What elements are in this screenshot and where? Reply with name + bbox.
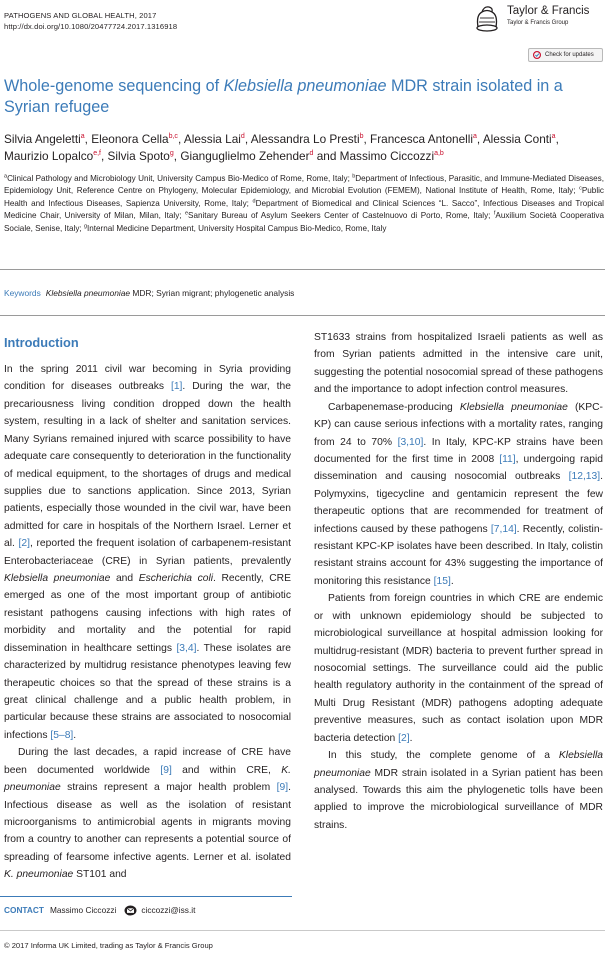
affiliation-marker: b bbox=[352, 173, 356, 180]
text-run: MDR strain isolated in a Syrian patient has been analysed. Towards this aim the phylogenetic tolls have been applied to improve the microbiological surveillance of MDR strains. bbox=[314, 767, 603, 831]
affiliation-marker[interactable]: d bbox=[240, 133, 245, 141]
affiliation-text: Sanitary Bureau of Asylum Seekers Center of Castelnuovo di Porto, Rome, Italy; bbox=[188, 211, 494, 221]
affiliation-marker[interactable]: g bbox=[169, 149, 174, 157]
affiliation-marker[interactable]: d bbox=[309, 149, 314, 157]
text-run: In this study, the complete genome of a bbox=[328, 750, 559, 762]
check-updates-label: Check for updates bbox=[545, 52, 594, 58]
title-species: Klebsiella pneumoniae bbox=[223, 77, 387, 95]
text-run: . Recently, CRE emerged as one of the most important group of antibiotic resistant pathogens causing infections with high rates of morbidity and mortality and the potential for rapid dissemination in healthcare settings bbox=[4, 573, 291, 654]
author-name[interactable]: Maurizio Lopalco bbox=[4, 148, 94, 163]
citation-link[interactable]: [12,13] bbox=[568, 471, 601, 483]
text-run: , undergoing rapid dissemination and causing nosocomial outbreaks bbox=[314, 453, 603, 483]
species-name: Klebsiella pneumoniae bbox=[459, 401, 568, 413]
article-title bbox=[4, 76, 599, 118]
author-name[interactable]: Silvia Spoto bbox=[107, 148, 170, 163]
check-for-updates-button[interactable] bbox=[528, 48, 603, 62]
affiliations bbox=[4, 173, 604, 235]
affiliation-marker: e bbox=[184, 210, 189, 217]
text-run: (KPC-KP) can cause serious infections with a mortality rates, ranging from 24 to 70% bbox=[314, 401, 603, 448]
copyright: © 2017 Informa UK Limited, trading as Taylor & Francis Group bbox=[4, 941, 213, 950]
body-right-column bbox=[314, 329, 603, 834]
divider bbox=[0, 930, 605, 931]
paragraph bbox=[314, 590, 603, 747]
species-name: Klebsiella pneumoniae bbox=[4, 573, 111, 585]
contact-label: CONTACT bbox=[4, 905, 44, 915]
paragraph bbox=[314, 399, 603, 591]
text-run: ST1633 strains from hospitalized Israeli patients as well as from Syrian patients admitted in the intensive care unit, suggesting the potential nosocomial spread of these pathogens and the importance to adopt infection control measures. bbox=[314, 332, 603, 396]
affiliation-marker[interactable]: b bbox=[359, 133, 364, 141]
paragraph bbox=[4, 744, 291, 883]
section-heading: Introduction bbox=[4, 335, 79, 350]
taylor-francis-urn-icon bbox=[470, 3, 504, 33]
keywords-list: MDR; Syrian migrant; phylogenetic analysis bbox=[130, 288, 295, 298]
contact-email[interactable]: ciccozzi@iss.it bbox=[141, 905, 196, 915]
citation-link[interactable]: [3,10] bbox=[397, 436, 424, 448]
check-updates-icon bbox=[533, 51, 541, 59]
title-text-end: MDR strain isolated in a Syrian refugee bbox=[4, 77, 563, 116]
affiliation-marker[interactable]: a bbox=[473, 133, 477, 141]
journal-name: PATHOGENS AND GLOBAL HEALTH, 2017 bbox=[4, 11, 157, 20]
text-run: and within CRE, bbox=[171, 764, 282, 776]
author-name[interactable]: Francesca Antonelli bbox=[370, 132, 473, 146]
affiliation-text: Department of Biomedical and Clinical Sciences “L. Sacco”, Infectious Diseases and Tropical Medicine Chair, University of Milan, Milan, Italy; bbox=[4, 198, 604, 221]
affiliation-text: Department of Infectious, Parasitic, and Immune-Mediated Diseases, Epidemiology Unit, Reference Centre on Phylogeny, Molecular Epidemiology, and Microbial Evolution (FEMEM), National Institute of Health, Rome, Italy; bbox=[4, 174, 604, 196]
affiliation-text: Internal Medicine Department, University Hospital Campus Bio-Medico, Rome, Italy bbox=[87, 223, 387, 233]
author-name[interactable]: Eleonora Cella bbox=[91, 132, 169, 146]
text-run: Patients from foreign countries in which CRE are endemic or with unknown epidemiology should be subjected to microbiological surveillance at hospital admission looking for multidrug-resistant (MDR) bacteria to prevent further spread in nosocomial settings. The surveillance could aid the public health regulatory authority in the containment of the spread of Multi Drug Resistant (MDR) pathogens adopting adequate preventive measures, such as contact isolation upon MDR bacteria detection bbox=[314, 593, 603, 744]
citation-link[interactable]: [7,14] bbox=[490, 523, 517, 535]
contact-name: Massimo Ciccozzi bbox=[49, 905, 117, 915]
affiliation-marker: g bbox=[83, 222, 87, 229]
citation-link[interactable]: [11] bbox=[499, 453, 516, 465]
affiliation-text: Auxilium Società Cooperativa Sociale, Senise, Italy; bbox=[4, 211, 604, 233]
citation-link[interactable]: [9] bbox=[276, 782, 289, 794]
author-name[interactable]: Gianguglielmo Zehender bbox=[180, 148, 310, 163]
contact-info bbox=[4, 904, 195, 916]
affiliation-marker: c bbox=[579, 185, 582, 192]
text-run: . bbox=[450, 575, 454, 587]
author-name[interactable]: Alessandra Lo Presti bbox=[250, 132, 360, 146]
species-name: K. pneumoniae bbox=[4, 869, 74, 881]
keywords-label: Keywords bbox=[4, 288, 41, 298]
keywords bbox=[4, 287, 294, 299]
divider bbox=[0, 269, 605, 270]
paragraph bbox=[4, 361, 291, 744]
affiliation-marker: a bbox=[4, 173, 8, 180]
affiliation-marker[interactable]: e,f bbox=[93, 149, 101, 157]
affiliation-marker[interactable]: a bbox=[80, 133, 85, 141]
citation-link[interactable]: [1] bbox=[170, 381, 183, 393]
author-name[interactable]: Silvia Angeletti bbox=[4, 132, 81, 146]
text-run: . In Italy, KPC-KP strains have been documented for the first time in 2008 bbox=[314, 436, 604, 465]
paragraph bbox=[314, 747, 603, 834]
species-name: K. pneumoniae bbox=[4, 764, 291, 794]
species-name: Escherichia coli bbox=[138, 573, 214, 585]
text-run: During the last decades, a rapid increase of CRE have been documented worldwide bbox=[4, 747, 291, 776]
body-left-column bbox=[4, 361, 291, 884]
paragraph bbox=[314, 329, 603, 399]
affiliation-marker: f bbox=[493, 210, 496, 217]
keyword-species: Klebsiella pneumoniae bbox=[45, 288, 131, 298]
text-run: . Recently, colistin-resistant KPC-KP isolates have been described. In Italy, colistin resistant strains account for 43% suggesting the importance of monitoring this resistance bbox=[314, 523, 603, 587]
author-list: Silvia Angeletti$^a$, Eleonora Cella$^{b,c}$, Alessia Lai$^d$, Alessandra Lo Presti$^b$, Francesca Antonelli$^a$, Alessia Conti$^a$, Maurizio Lopalco$^{e,f}$, Silvia Spoto$^g$, Gianguglielmo Zehender$^d$ and Massimo Ciccozzi$^{a,b}$ bbox=[4, 132, 559, 163]
affiliation-marker[interactable]: a,b bbox=[434, 149, 444, 157]
affiliation-marker: d bbox=[252, 198, 256, 205]
text-run: In the spring 2011 civil war becoming in Syria providing condition for diseases outbreaks bbox=[4, 364, 291, 393]
citation-link[interactable]: [15] bbox=[433, 575, 451, 587]
journal-header bbox=[4, 10, 177, 32]
citation-link[interactable]: [3,4] bbox=[176, 642, 197, 654]
publisher-logo[interactable] bbox=[470, 2, 604, 32]
citation-link[interactable]: [2] bbox=[18, 538, 30, 550]
species-name: Klebsiella pneumoniae bbox=[314, 750, 603, 779]
affiliation-text: Public Health and Infectious Diseases, Sapienza University, Rome, Italy; bbox=[4, 186, 604, 208]
text-run: . These isolates are characterized by multidrug resistance phenotypes leaving few therapeutic choices so that the spread of these strains is a great clinical challenge and a public health problem, in particular because these strains are associated to nosocomial infections bbox=[4, 642, 291, 741]
text-run: , reported the frequent isolation of carbapenem-resistant Enterobacteriaceae (CRE) in Syrian patients, prevalently bbox=[4, 538, 291, 567]
title-text: Whole-genome sequencing of bbox=[4, 77, 224, 95]
doi-link[interactable]: http://dx.doi.org/10.1080/20477724.2017.1316918 bbox=[4, 22, 178, 31]
divider bbox=[0, 315, 605, 316]
text-run: . Polymyxins, tigecycline and gentamicin represent the few therapeutic options that are recommended for treatment of infections caused by these pathogens bbox=[314, 471, 603, 535]
email-icon bbox=[124, 905, 137, 916]
text-run: strains represent a major health problem bbox=[60, 782, 277, 794]
text-run: . During the war, the precariousness living condition dropped down the health system, resulting in a lack of shelter and sanitation services. Many Syrians remained injured with scarce possibility to have adequate care consequently to deterioration in the functionality of medical equipment, to the shortages of drugs and medical supplies due to sanctions application. Since 2013, Syrian patients, especially those wounded in the civil war, have been admitted for care in hospitals of the Northern Israel. Lerner et al. bbox=[4, 381, 291, 550]
text-run: . bbox=[73, 729, 77, 741]
text-run: and bbox=[110, 573, 139, 585]
text-run: ST101 and bbox=[73, 869, 127, 881]
citation-link[interactable]: [2] bbox=[398, 732, 410, 744]
publisher-group: Taylor & Francis Group bbox=[507, 20, 569, 26]
citation-link[interactable]: [9] bbox=[160, 764, 172, 776]
author-name[interactable]: Massimo Ciccozzi bbox=[339, 148, 435, 163]
affiliation-text: Clinical Pathology and Microbiology Unit, University Campus Bio-Medico of Rome, Rome, Italy; bbox=[7, 174, 353, 183]
text-run: . bbox=[409, 732, 413, 744]
citation-link[interactable]: [5–8] bbox=[50, 729, 74, 741]
footer-divider bbox=[0, 896, 292, 897]
text-run: Carbapenemase-producing bbox=[328, 401, 460, 413]
publisher-name: Taylor & Francis bbox=[507, 5, 590, 17]
author-name[interactable]: Alessia Conti bbox=[482, 132, 552, 146]
text-run: . Infectious disease as well as the isolation of resistant microorganisms to antimicrobial agents in migrants moving from a country to another can represents a potential source of spreading of fearsome infective agents. Lerner et al. isolated bbox=[4, 782, 291, 863]
affiliation-marker[interactable]: b,c bbox=[168, 133, 178, 141]
affiliation-marker[interactable]: a bbox=[551, 133, 556, 141]
author-name[interactable]: Alessia Lai bbox=[183, 132, 241, 146]
